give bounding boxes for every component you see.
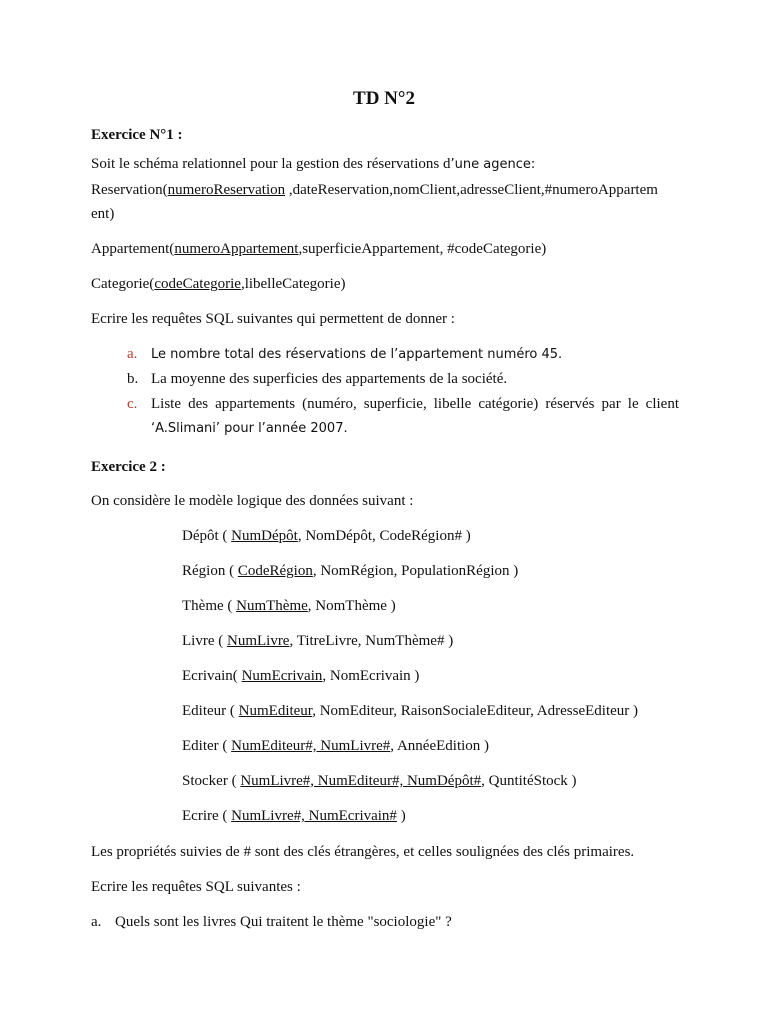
- relation-name: Appartement(: [91, 241, 175, 257]
- relation-name: Stocker (: [182, 773, 241, 789]
- primary-key: CodeRégion: [237, 563, 313, 579]
- exercise-1-intro: [91, 155, 535, 174]
- relation-attributes: , TitreLivre, NumThème# ): [289, 633, 454, 649]
- schema-relation: [182, 702, 638, 720]
- relation-attributes: ,dateReservation,nomClient,adresseClient,#numeroAppartem: [285, 182, 658, 198]
- list-item-text: La moyenne des superficies des appartements de la société.: [151, 371, 508, 387]
- relation-name: Categorie(: [91, 276, 155, 292]
- relation-attributes: , NomEditeur, RaisonSocialeEditeur, AdresseEditeur ): [312, 703, 639, 719]
- list-item-text: Liste des appartements (numéro, superficie, libelle catégorie) réservés par le client: [151, 396, 679, 412]
- relation-attributes: , NomRégion, PopulationRégion ): [312, 563, 519, 579]
- schema-relation: [182, 562, 518, 580]
- relation-name: Région (: [182, 563, 238, 579]
- schema-relation: [182, 737, 489, 755]
- intro-text: Soit le schéma relationnel pour la gestion des réservations d: [91, 156, 451, 172]
- schema-relation: [182, 632, 453, 650]
- list-marker: c.: [127, 396, 138, 412]
- intro-text-tail: ’une agence:: [450, 157, 536, 172]
- primary-key: NumLivre: [226, 633, 290, 649]
- schema-categorie: [91, 275, 345, 293]
- exercise-1-heading: Exercice N°1 :: [91, 127, 183, 143]
- relation-attributes: , QuntitéStock ): [481, 773, 577, 789]
- exercise-2-intro: On considère le modèle logique des données suivant :: [91, 493, 414, 509]
- primary-key: numeroReservation: [167, 182, 286, 198]
- exercise-1-instruction: Ecrire les requêtes SQL suivantes qui permettent de donner :: [91, 311, 455, 327]
- schema-relation: [182, 527, 471, 545]
- question-a: [91, 913, 452, 931]
- schema-reservation: [91, 181, 658, 199]
- schema-relation: [182, 772, 577, 790]
- question-text: Quels sont les livres Qui traitent le thème "sociologie" ?: [115, 914, 452, 930]
- primary-key: codeCategorie: [154, 276, 241, 292]
- list-marker: a.: [127, 346, 138, 362]
- foreign-key-note: Les propriétés suivies de # sont des clés étrangères, et celles soulignées des clés primaires.: [91, 844, 635, 860]
- schema-relation: [182, 597, 396, 615]
- relation-attributes: , NomDépôt, CodeRégion# ): [297, 528, 471, 544]
- primary-key: NumEditeur#, NumLivre#: [231, 738, 391, 754]
- primary-key: NumLivre#, NumEditeur#, NumDépôt#: [240, 773, 482, 789]
- list-marker: b.: [127, 371, 139, 387]
- schema-appartement: [91, 240, 546, 258]
- primary-key: NumThème: [236, 598, 308, 614]
- list-item-text-continued: ‘A.Slimani’ pour l’année 2007.: [151, 421, 348, 436]
- relation-attributes: , AnnéeEdition ): [390, 738, 490, 754]
- relation-attributes: ,libelleCategorie): [240, 276, 346, 292]
- primary-key: numeroAppartement: [174, 241, 299, 257]
- list-marker: a.: [91, 914, 102, 930]
- relation-name: Editeur (: [182, 703, 239, 719]
- relation-name: Thème (: [182, 598, 237, 614]
- relation-name: Livre (: [182, 633, 227, 649]
- relation-attributes: , NomEcrivain ): [322, 668, 420, 684]
- exercise-2-heading: Exercice 2 :: [91, 459, 166, 475]
- schema-relation: [182, 667, 419, 685]
- list-item: [127, 370, 507, 388]
- relation-name: Editer (: [182, 738, 232, 754]
- relation-attributes: ): [396, 808, 406, 824]
- relation-name: Dépôt (: [182, 528, 232, 544]
- list-item-text: Le nombre total des réservations de l’appartement numéro 45.: [151, 347, 563, 362]
- schema-relation: [182, 807, 406, 825]
- list-item: [127, 345, 562, 364]
- relation-name: Ecrivain(: [182, 668, 242, 684]
- primary-key: NumLivre#, NumEcrivain#: [231, 808, 397, 824]
- exercise-2-instruction: Ecrire les requêtes SQL suivantes :: [91, 879, 301, 895]
- schema-reservation-continued: ent): [91, 206, 115, 222]
- relation-name: Ecrire (: [182, 808, 232, 824]
- relation-name: Reservation(: [91, 182, 168, 198]
- primary-key: NumDépôt: [231, 528, 298, 544]
- document-title: TD N°2: [353, 88, 415, 109]
- relation-attributes: ,superficieAppartement, #codeCategorie): [298, 241, 547, 257]
- primary-key: NumEditeur: [238, 703, 313, 719]
- relation-attributes: , NomThème ): [307, 598, 396, 614]
- list-item: [127, 395, 679, 413]
- primary-key: NumEcrivain: [241, 668, 323, 684]
